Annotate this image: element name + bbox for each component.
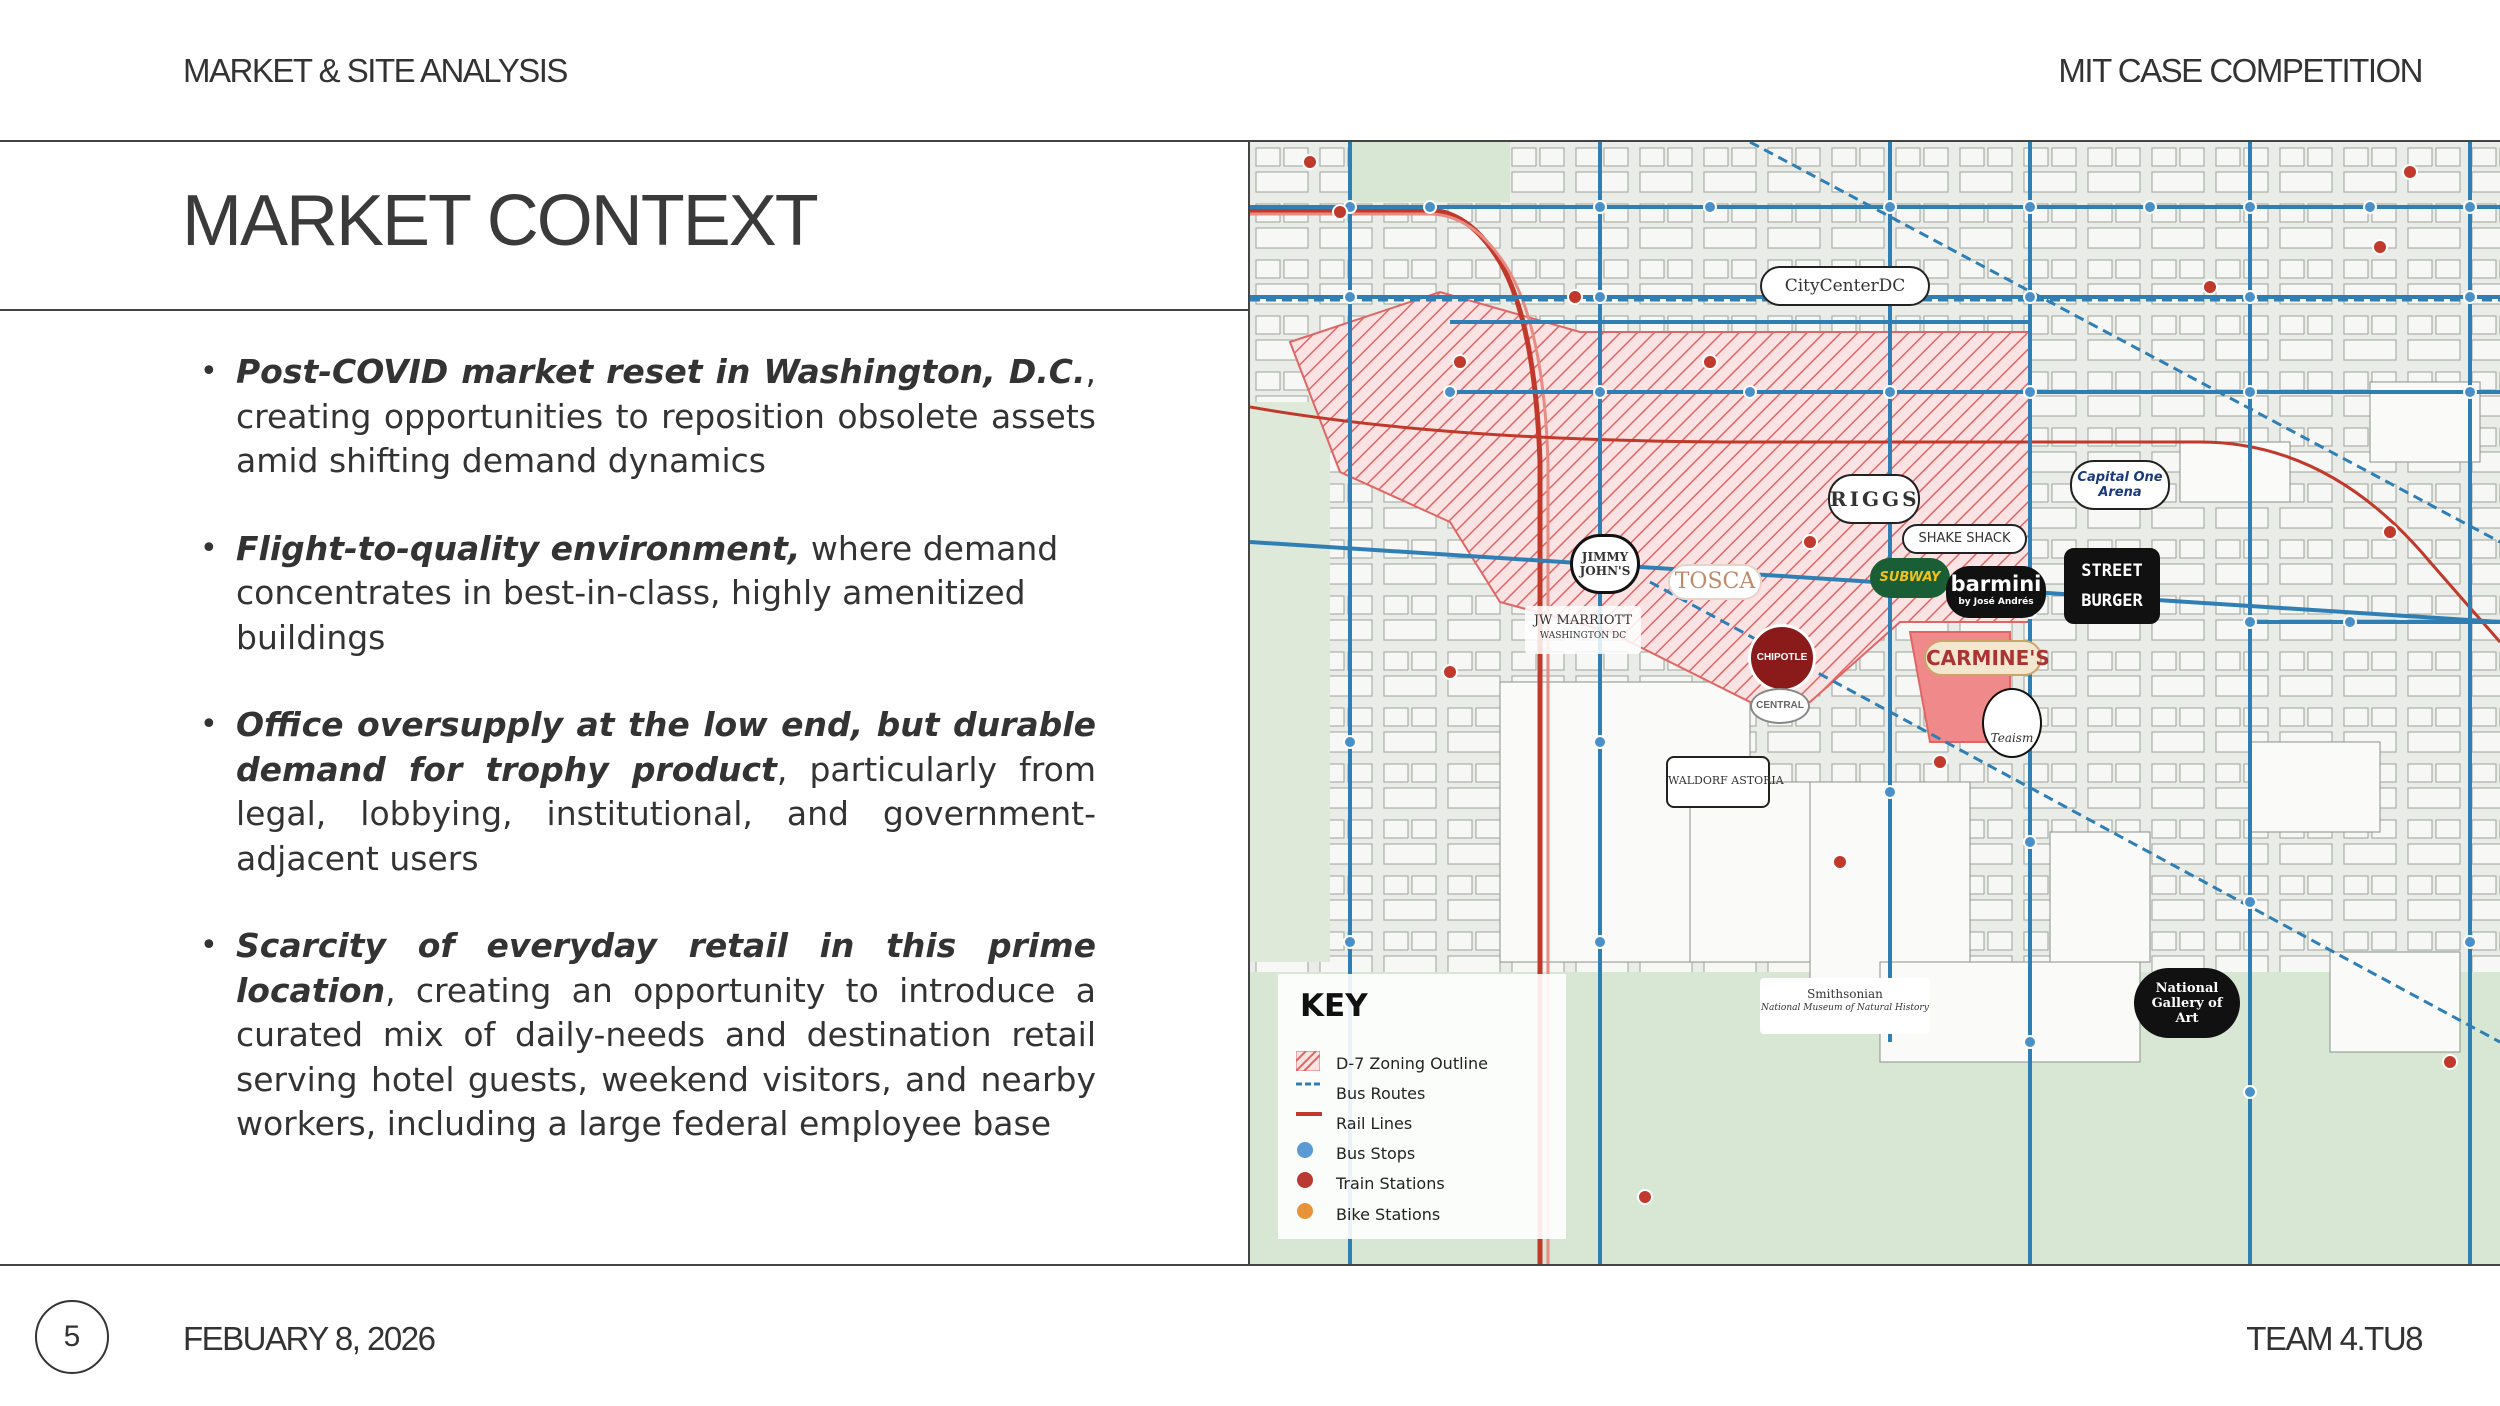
smithsonian-sub: National Museum of Natural History [1761, 1003, 1929, 1013]
barmini-name: barmini [1950, 572, 2042, 596]
riggs-label: RIGGS [1828, 474, 1920, 524]
orange-dot-icon [1296, 1204, 1322, 1224]
bullet-text: where demand concentrates in best-in-class, highly amenitized buildings [236, 528, 1059, 657]
bullet-bold: Office oversupply at the low end, but durable demand for trophy product [236, 705, 1096, 789]
waldorf-label: WALDORF ASTORIA [1666, 756, 1770, 808]
bullet-item [200, 527, 1096, 661]
dashed-line-icon [1296, 1083, 1322, 1103]
teaism-label: Teaism [1982, 688, 2042, 758]
key-label: Bus Routes [1336, 1083, 1426, 1103]
footer-divider [0, 1264, 2500, 1266]
footer-date: FEBUARY 8, 2026 [183, 1320, 435, 1357]
key-item-bus-routes [1296, 1081, 1425, 1105]
solid-line-icon [1296, 1113, 1322, 1133]
carmines-label: CARMINE'S [1924, 640, 2042, 676]
bullet-list [200, 350, 1096, 1190]
streetburger-label: STREET BURGER [2064, 548, 2160, 624]
key-item-train-stations [1296, 1171, 1445, 1195]
map-key [1278, 974, 1566, 1239]
bullet-text: , particularly from legal, lobbying, institutional, and government-adjacent users [236, 749, 1096, 878]
bullet-item [200, 703, 1096, 881]
page-number: 5 [35, 1300, 109, 1374]
section-label: MARKET & SITE ANALYSIS [183, 52, 567, 89]
key-label: D-7 Zoning Outline [1336, 1053, 1488, 1073]
citycenter-label: CityCenterDC [1760, 266, 1930, 306]
bullet-text: , creating opportunities to reposition obsolete assets amid shifting demand dynamics [236, 352, 1096, 480]
barmini-sub: by José Andrés [1958, 597, 2034, 607]
smithsonian-name: Smithsonian [1807, 987, 1883, 1001]
competition-label: MIT CASE COMPETITION [2058, 52, 2422, 89]
bullet-bold: Post-COVID market reset in Washington, D.C. [236, 352, 1086, 391]
blue-dot-icon [1296, 1143, 1322, 1163]
barmini-label [1946, 566, 2046, 618]
key-label: Rail Lines [1336, 1113, 1413, 1133]
key-title: KEY [1300, 988, 1368, 1024]
key-label: Bus Stops [1336, 1143, 1416, 1163]
site-map [1250, 142, 2500, 1264]
chipotle-label: CHIPOTLE [1748, 624, 1816, 692]
key-item-rail-lines [1296, 1111, 1412, 1135]
title-divider [0, 309, 1250, 311]
tosca-label: TOSCA [1668, 564, 1762, 600]
key-item-bike-stations [1296, 1202, 1440, 1226]
central-label: CENTRAL [1750, 688, 1810, 724]
subway-label: SUBWAY [1870, 558, 1950, 598]
bullet-item [200, 350, 1096, 484]
shakeshack-label: SHAKE SHACK [1902, 524, 2027, 554]
smithsonian-label [1760, 978, 1930, 1034]
jwmarriott-name: JW MARRIOTT [1533, 613, 1633, 628]
key-label: Train Stations [1336, 1173, 1445, 1193]
capitalone-label: Capital One Arena [2070, 460, 2170, 510]
footer-team: TEAM 4.TU8 [2246, 1320, 2422, 1357]
bullet-bold: Scarcity of everyday retail in this prime location [236, 926, 1096, 1010]
jimmyjohns-label: JIMMY JOHN'S [1570, 534, 1640, 594]
jwmarriott-label [1525, 606, 1641, 654]
key-item-zoning [1296, 1051, 1488, 1075]
bullet-bold: Flight-to-quality environment, [236, 528, 801, 568]
page-title: MARKET CONTEXT [182, 181, 817, 261]
key-item-bus-stops [1296, 1141, 1415, 1165]
key-label: Bike Stations [1336, 1204, 1441, 1224]
jwmarriott-sub: WASHINGTON DC [1539, 631, 1627, 641]
bullet-item [200, 924, 1096, 1147]
hatch-swatch-icon [1296, 1053, 1322, 1073]
red-dot-icon [1296, 1173, 1322, 1193]
nga-label: National Gallery of Art [2134, 968, 2240, 1038]
bullet-text: , creating an opportunity to introduce a curated mix of daily-needs and destination retail serving hotel guests, weekend visitors, and nearby workers, including a large federal employee base [236, 970, 1096, 1143]
